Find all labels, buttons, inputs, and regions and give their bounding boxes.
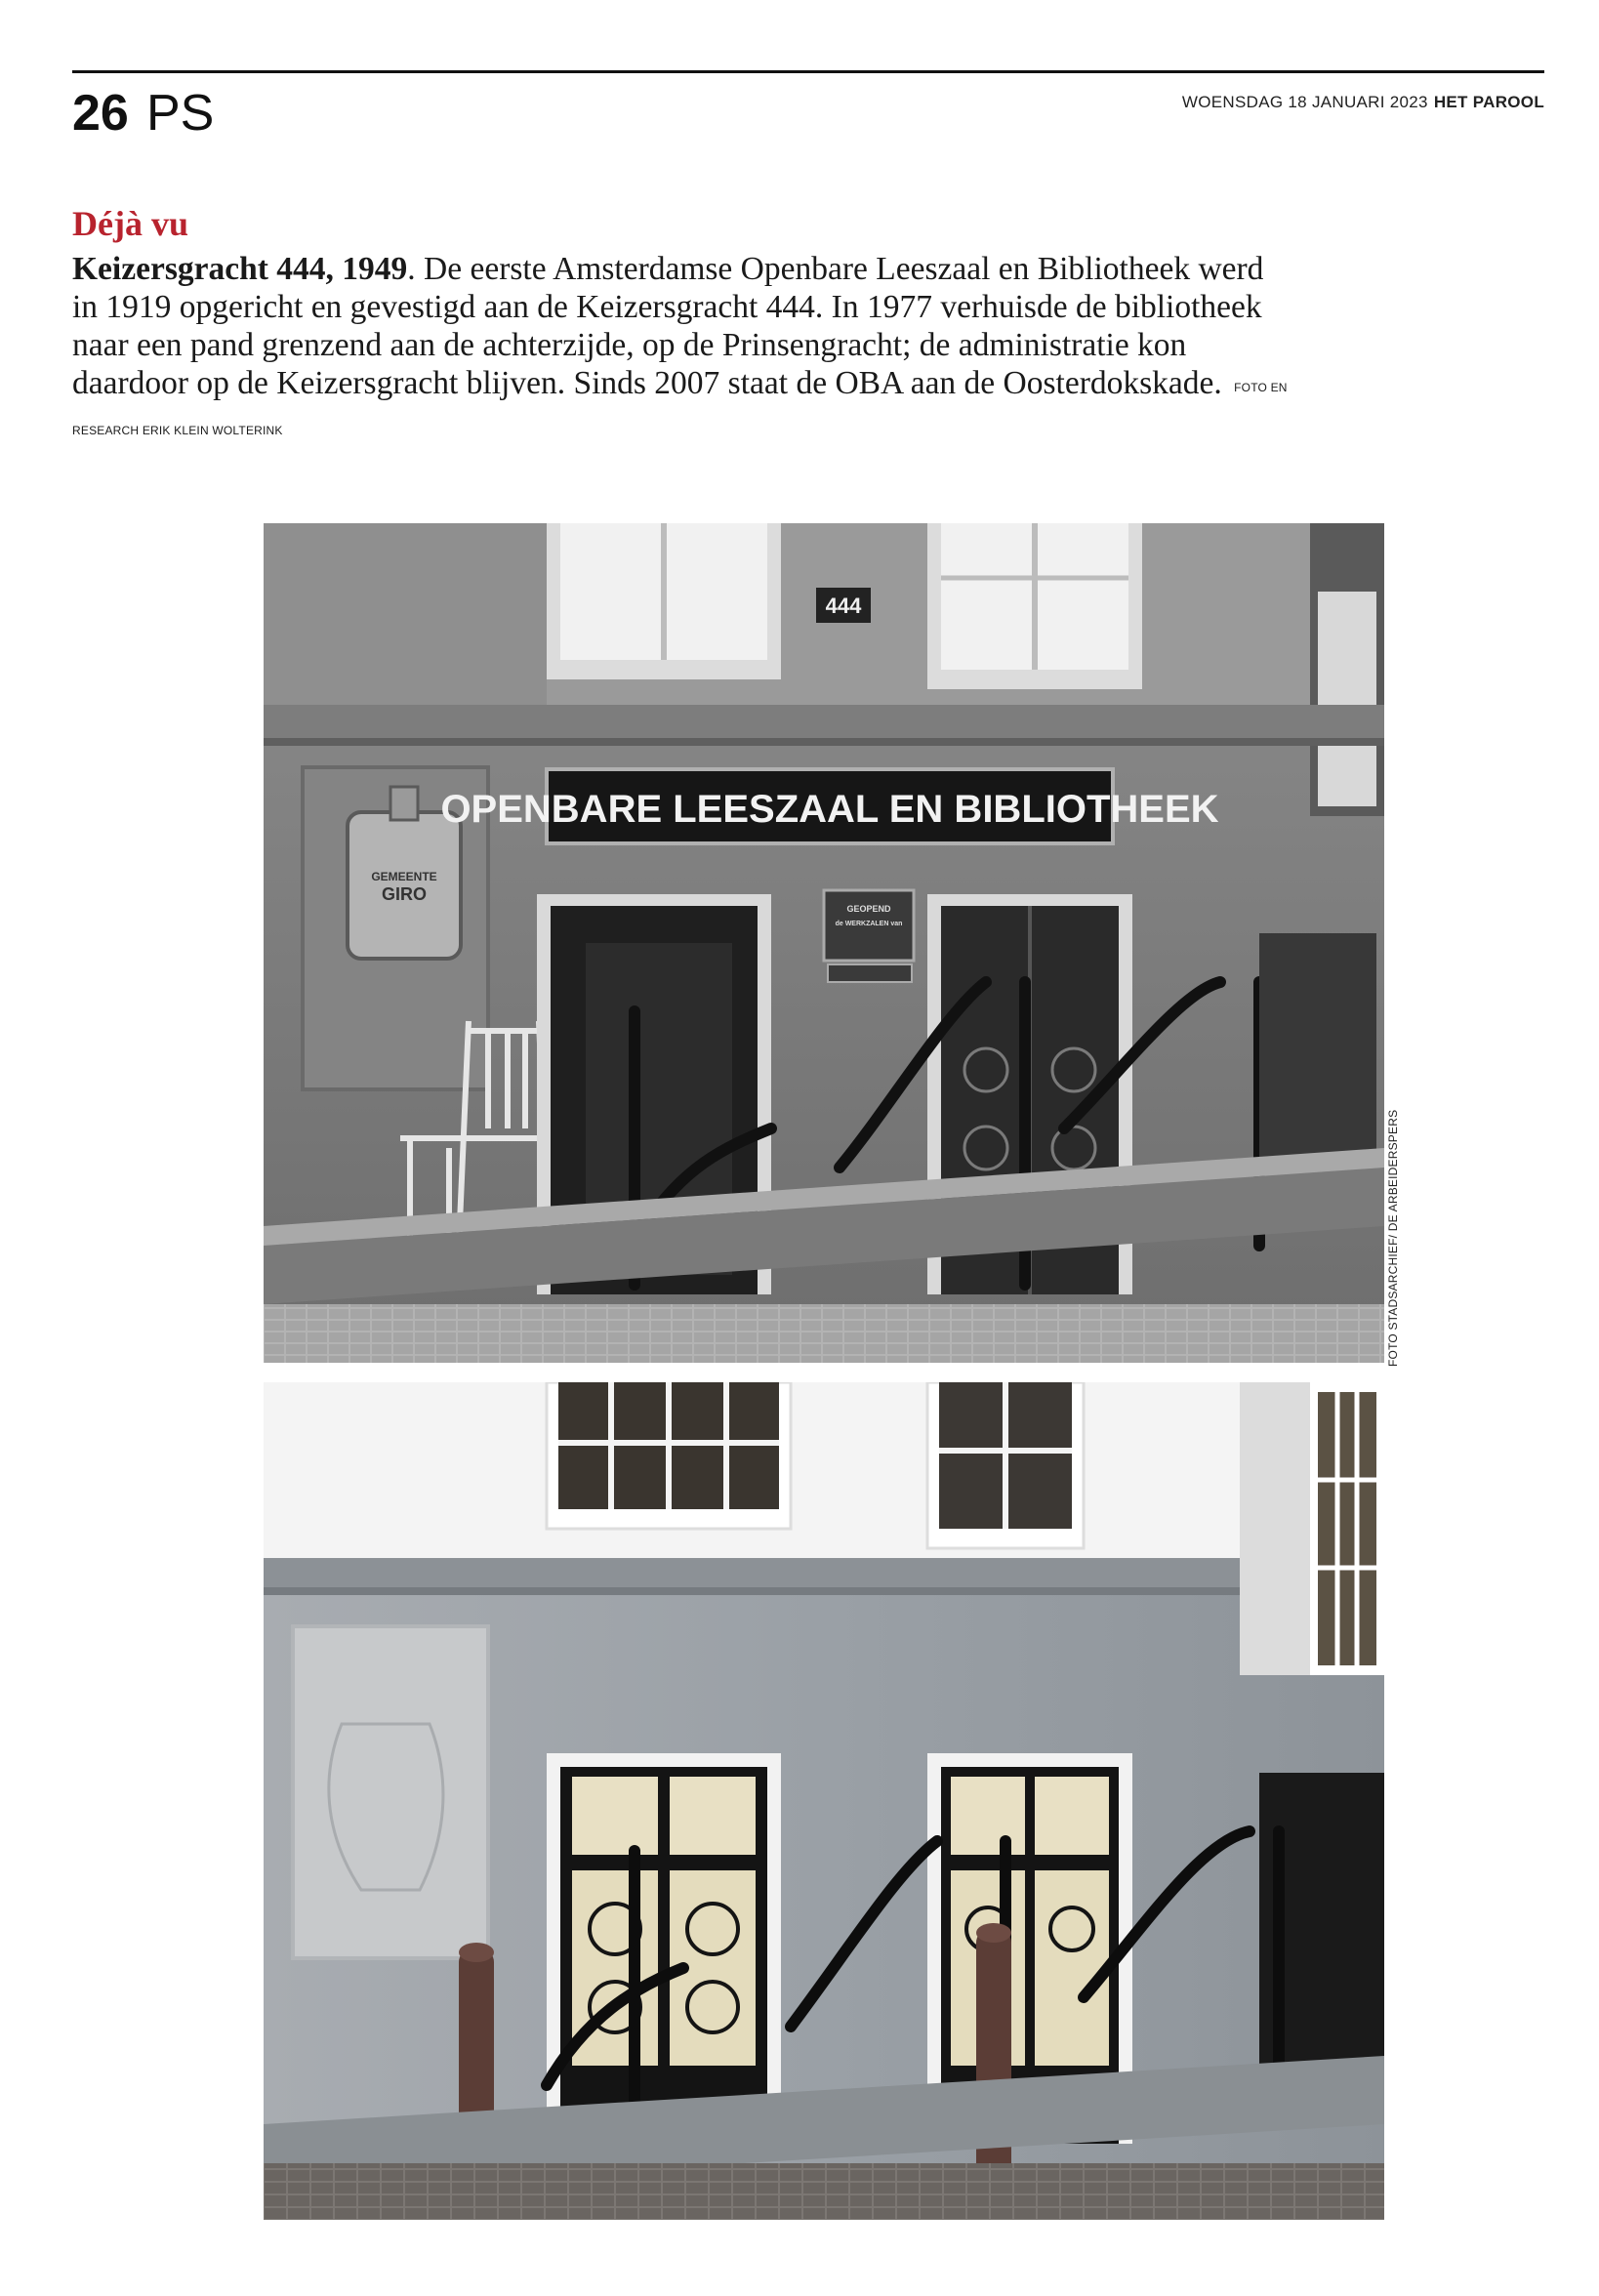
issue-date: WOENSDAG 18 JANUARI 2023 xyxy=(1181,93,1428,111)
library-sign-text: OPENBARE LEESZAAL EN BIBLIOTHEEK xyxy=(440,788,1219,831)
mailbox-text-1: GEMEENTE xyxy=(371,870,437,883)
plaque-text-1: GEOPEND xyxy=(846,904,891,914)
present-day-photo xyxy=(264,1382,1384,2220)
photo-credit: FOTO STADSARCHIEF/ DE ARBEIDERSPERS xyxy=(1386,1109,1400,1367)
article-lead: Keizersgracht 444, 1949 xyxy=(72,251,408,287)
historic-photo-drawing xyxy=(264,523,1384,1363)
article-body: . De eerste Amsterdamse Openbare Leeszaal en Bibliotheek werd in 1919 opgericht en gevestigd aan de Keizersgracht 444. In 1977 verhuisde de bibliotheek naar een pand grenzend aan de achterzijde, op de Prinsengracht; de administratie kon daardoor op de Keizersgracht blijven. Sinds 2007 staat de OBA aan de Oosterdokskade. xyxy=(72,251,1264,401)
article-text xyxy=(72,250,1292,450)
kicker: Déjà vu xyxy=(72,204,188,243)
dateline xyxy=(1182,93,1544,112)
historic-photo xyxy=(264,523,1384,1363)
bollard-right xyxy=(976,1929,1011,2202)
plaque-text-2: de WERKZALEN van xyxy=(835,921,903,927)
house-number: 444 xyxy=(825,594,862,618)
paper-name: HET PAROOL xyxy=(1433,93,1544,111)
mailbox-text-2: GIRO xyxy=(381,884,428,904)
article-credit: FOTO EN RESEARCH ERIK KLEIN WOLTERINK xyxy=(72,381,1288,437)
present-day-photo-drawing xyxy=(264,1382,1384,2220)
page-number: 26 xyxy=(72,85,129,142)
section-name: PS xyxy=(146,85,215,142)
top-rule xyxy=(72,70,1544,73)
